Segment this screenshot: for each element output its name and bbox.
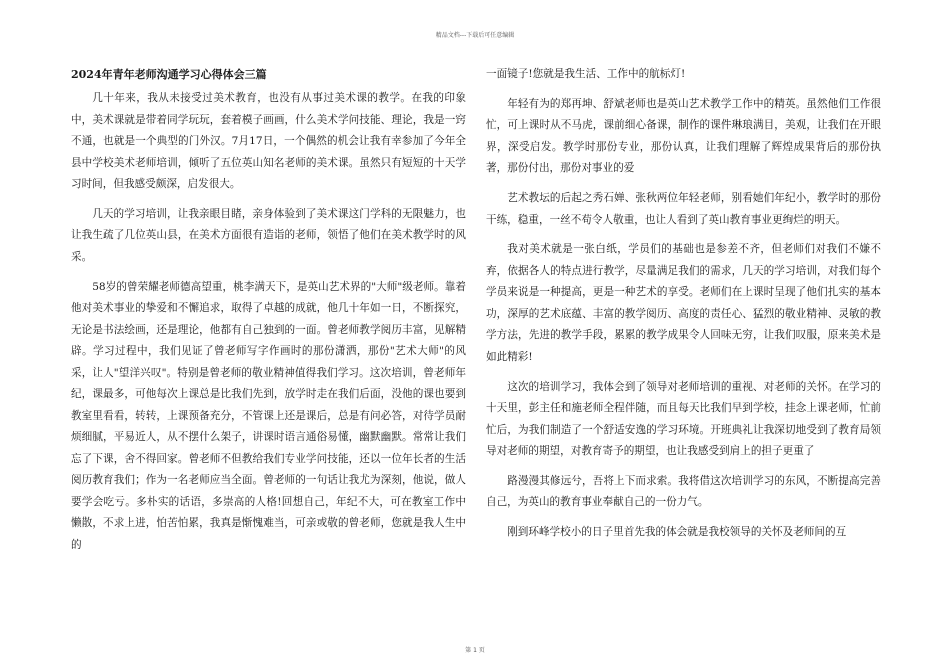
- paragraph: 艺术教坛的后起之秀石婵、张秋两位年轻老师，别看她们年纪小，教学时的那份干练，稳重，一丝不苟令人敬重，也让人看到了英山教育事业更绚烂的明天。: [486, 192, 881, 226]
- page-header: 精品文档---下载后可任意编辑: [435, 32, 515, 39]
- paragraph: 我对美术就是一张白纸，学员们的基础也是参差不齐，但老师们对我们不嫌不弃，依据各人的特点进行教学，尽量满足我们的需求，几天的学习培训，对我们每个学员来说是一种提高，更是一种艺术的享受。老师们在上课时呈现了他们扎实的基本功，深厚的艺术底蕴、丰富的教学阅历、高度的责任心、猛烈的敬业精神、灵敏的教学方法，先进的教学手段，累累的教学成果令人回味无穷，让我们叹服，原来美术是如此精彩!: [486, 243, 881, 363]
- paragraph: 刚到环峰学校小的日子里首先我的体会就是我校领导的关怀及老师间的互: [507, 526, 847, 539]
- paragraph: 几十年来，我从未接受过美术教育，也没有从事过美术课的教学。在我的印象中，美术课就是带着同学玩玩，套着模子画画，什么美术学问技能、理论，我是一窍不通，也就是一个典型的门外汉。7月17日，一个偶然的机会让我有幸参加了今年全县中学校美术老师培训，倾听了五位英山知名老师的美术课。虽然只有短短的十天学习时间，但我感受颇深，启发很大。: [71, 92, 466, 190]
- left-column: [71, 64, 466, 564]
- document-title: 2024年青年老师沟通学习心得体会三篇: [71, 68, 267, 81]
- right-column: [486, 64, 881, 552]
- paragraph: 这次的培训学习，我体会到了领导对老师培训的重视、对老师的关怀。在学习的十天里，彭主任和施老师全程伴随，而且每天比我们早到学校，挂念上课老师，忙前忙后，为我们制造了一个舒适安逸的学习环境。开班典礼让我深切地受到了教育局领导对老师的期望，对教育寄予的期望，也让我感受到肩上的担子更重了: [486, 380, 881, 458]
- paragraph-continuation: 一面镜子!您就是我生活、工作中的航标灯!: [486, 68, 686, 80]
- paragraph: 几天的学习培训，让我亲眼目睹，亲身体验到了美术课这门学科的无限魅力，也让我生疏了几位英山县，在美术方面很有造诣的老师，领悟了他们在美术教学时的风采。: [71, 207, 466, 263]
- paragraph: 年轻有为的郑再坤、舒斌老师也是英山艺术教学工作中的精英。虽然他们工作很忙，可上课时从不马虎，课前细心备课，制作的课件琳琅满目，美观，让我们在开眼界，深受启发。教学时那份专业，那份认真，让我们理解了辉煌成果背后的那份执著，那份付出，那份对事业的爱: [486, 97, 881, 175]
- paragraph: 58岁的曾荣耀老师德高望重，桃李满天下，是英山艺术界的"大师"级老师。靠着他对美术事业的挚爱和不懈追求，取得了卓越的成就，他几十年如一日，不断探究，无论是书法绘画，还是理论，他都有自己独到的一面。曾老师教学阅历丰富，见解精辟。学习过程中，我们见证了曾老师写字作画时的那份潇洒，那份"艺术大师"的风采，让人"望洋兴叹"。特别是曾老师的敬业精神值得我们学习。这次培训，曾老师年纪，课最多，可他每次上课总是比我们先到，放学时走在我们后面，没他的课也要到教室里看看，转转，上课预备充分，不管课上还是课后，总是有问必答，对待学员耐烦细腻，平易近人，从不摆什么架子，讲课时语言通俗易懂，幽默幽默。常常让我们忘了下课，舍不得回家。曾老师不但教给我们专业学问技能，还以一位年长者的生活阅历教育我们；作为一名老师应当全面。曾老师的一句话让我尤为深刻，他说，做人要学会吃亏。多朴实的话语，多崇高的人格!回想自己，年纪不大，可在教室工作中懒散，不求上进，怕苦怕累，我真是惭愧难当，可亲或敬的曾老师，您就是我人生中的: [71, 280, 466, 551]
- page-number: 第 1 页: [465, 647, 485, 654]
- paragraph: 路漫漫其修远兮，吾将上下而求索。我将借这次培训学习的东风，不断提高完善自己，为英山的教育事业奉献自己的一份力气。: [486, 474, 881, 509]
